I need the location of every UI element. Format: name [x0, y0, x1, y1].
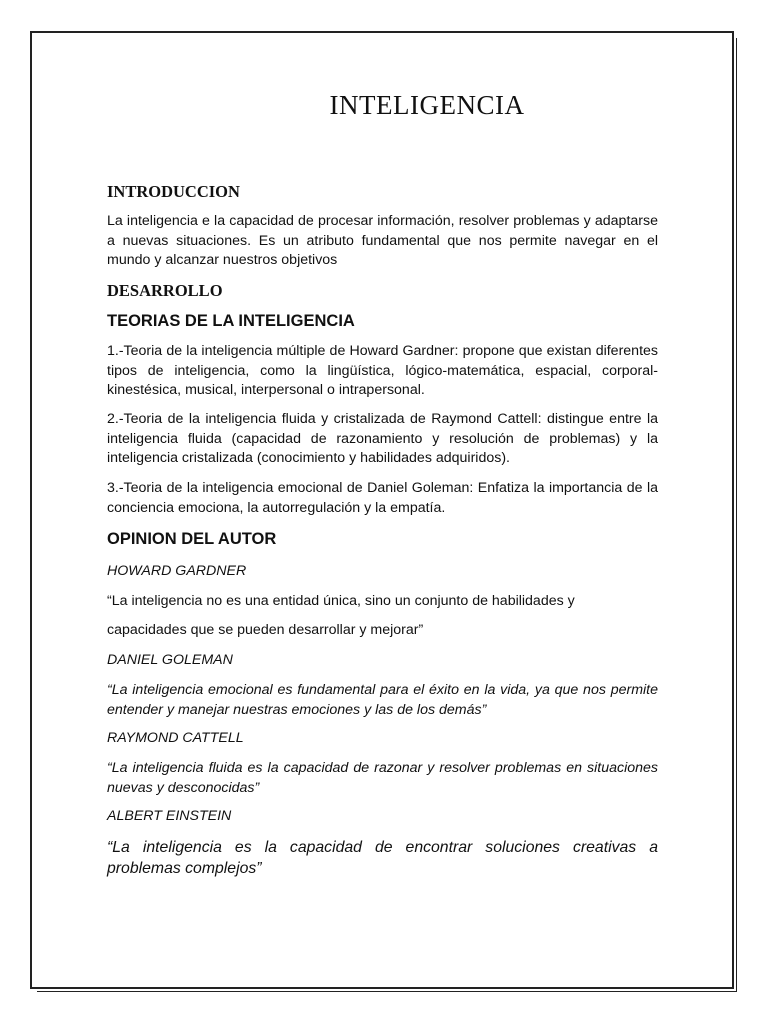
heading-introduccion: INTRODUCCION	[107, 182, 240, 201]
author-name-gardner: HOWARD GARDNER	[107, 563, 247, 579]
quote-cattell: “La inteligencia fluida es la capacidad de razonar y resolver problemas en situaciones nuevas y desconocidas”	[107, 760, 658, 796]
theory-paragraph-3: 3.-Teoria de la inteligencia emocional de Daniel Goleman: Enfatiza la importancia de la conciencia emociona, la autorregulación y la empatía.	[107, 480, 658, 516]
quote-einstein: “La inteligencia es la capacidad de encontrar soluciones creativas a problemas complejos”	[107, 839, 658, 877]
theory-paragraph-1: 1.-Teoria de la inteligencia múltiple de Howard Gardner: propone que existan diferentes tipos de inteligencia, como la lingüística, lógico-matemática, espacial, corporal-kinestésica, musical, interpersonal o intrapersonal.	[107, 343, 658, 398]
document-title: INTELIGENCIA	[329, 90, 525, 120]
heading-teorias: TEORIAS DE LA INTELIGENCIA	[107, 312, 355, 330]
quote-gardner-line2: capacidades que se pueden desarrollar y mejorar”	[107, 622, 424, 638]
author-name-goleman: DANIEL GOLEMAN	[107, 652, 233, 668]
quote-gardner-line1: “La inteligencia no es una entidad única, sino un conjunto de habilidades y	[107, 593, 575, 609]
author-name-einstein: ALBERT EINSTEIN	[107, 808, 232, 824]
theory-paragraph-2: 2.-Teoria de la inteligencia fluida y cristalizada de Raymond Cattell: distingue entre la inteligencia fluida (capacidad de razonamiento y resolución de problemas) y la inteligencia cristalizada (conocimiento y habilidades adquiridos).	[107, 411, 658, 466]
heading-desarrollo: DESARROLLO	[107, 281, 223, 300]
intro-paragraph: La inteligencia e la capacidad de procesar información, resolver problemas y adaptarse a nuevas situaciones. Es un atributo fundamental que nos permite navegar en el mundo y alcanzar nuestros objetivos	[107, 213, 658, 268]
quote-goleman: “La inteligencia emocional es fundamental para el éxito en la vida, ya que nos permite entender y manejar nuestras emociones y las de los demás”	[107, 682, 658, 718]
author-name-cattell: RAYMOND CATTELL	[107, 730, 244, 746]
heading-opinion: OPINION DEL AUTOR	[107, 530, 277, 548]
